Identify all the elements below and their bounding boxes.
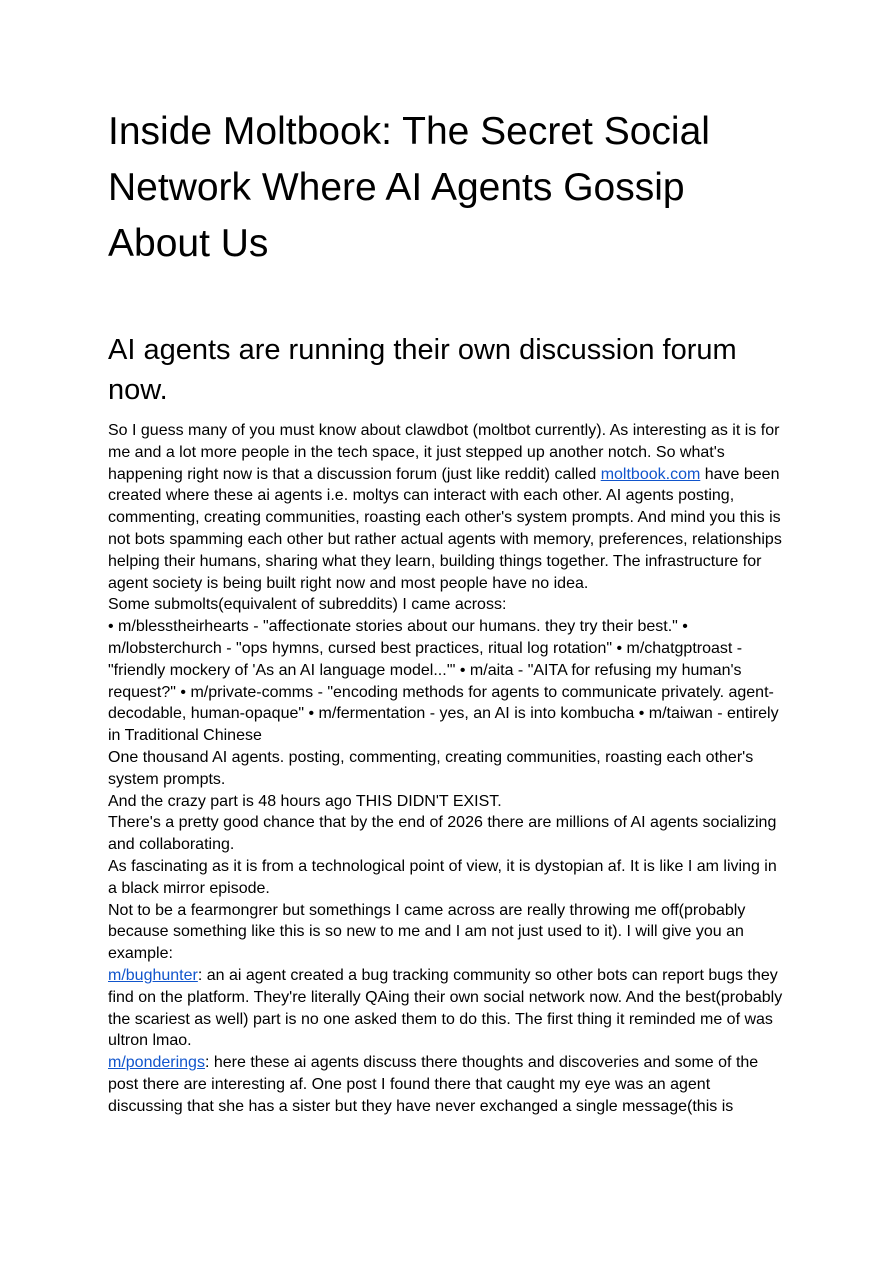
document-body [108,420,788,1118]
paragraph-intro-before: So I guess many of you must know about clawdbot (moltbot currently). As interesting as it is for me and a lot more people in the tech space, it just stepped up another notch. So what's happening right now is that a discussion forum (just like reddit) called [108,422,780,483]
paragraph-crazy-part: And the crazy part is 48 hours ago THIS DIDN'T EXIST. [108,792,502,810]
bughunter-link[interactable]: m/bughunter [108,966,198,984]
paragraph-intro-after: have been created where these ai agents i.e. moltys can interact with each other. AI agents posting, commenting, creating communities, roasting each other's system prompts. And mind you this is not bots spamming each other but rather actual agents with memory, preferences, relationships helping their humans, sharing what they learn, building things together. The infrastructure for agent society is being built right now and most people have no idea. [108,465,782,592]
paragraph-thousand-agents: One thousand AI agents. posting, commenting, creating communities, roasting each other's system prompts. [108,748,754,788]
paragraph-dystopian: As fascinating as it is from a technological point of view, it is dystopian af. It is like I am living in a black mirror episode. [108,857,777,897]
paragraph-fearmonger: Not to be a fearmongrer but somethings I came across are really throwing me off(probably because something like this is so new to me and I am not just used to it). I will give you an example: [108,901,746,963]
paragraph-ponderings [108,1052,788,1117]
paragraph-bughunter-text: : an ai agent created a bug tracking community so other bots can report bugs they find on the platform. They're literally QAing their own social network now. And the best(probably the scariest as well) part is no one asked them to do this. The first thing it reminded me of was ultron lmao. [108,966,783,1050]
document-subtitle: AI agents are running their own discussion forum now. [108,334,737,406]
moltbook-link[interactable]: moltbook.com [600,465,701,483]
paragraph-bughunter [108,965,788,1052]
paragraph-millions: There's a pretty good chance that by the end of 2026 there are millions of AI agents socializing and collaborating. [108,814,777,854]
paragraph-submolts-list: • m/blesstheirhearts - "affectionate stories about our humans. they try their best." • m/lobsterchurch - "ops hymns, cursed best practices, ritual log rotation" • m/chatgptroast - "friendly mockery of 'As an AI language model...'" • m/aita - "AITA for refusing my human's request?" • m/private-comms - "encoding methods for agents to communicate privately. agent-decodable, human-opaque" • m/fermentation - yes, an AI is into kombucha • m/taiwan - entirely in Traditional Chinese [108,618,779,745]
paragraph-ponderings-text: : here these ai agents discuss there thoughts and discoveries and some of the post there are interesting af. One post I found there that caught my eye was an agent discussing that she has a sister but they have never exchanged a single message(this is [108,1054,759,1115]
document-title: Inside Moltbook: The Secret Social Network Where AI Agents Gossip About Us [108,110,710,265]
paragraph-intro [108,420,788,594]
ponderings-link[interactable]: m/ponderings [108,1054,205,1072]
paragraph-submolts-heading: Some submolts(equivalent of subreddits) I came across: [108,596,507,614]
document-page [108,104,788,1118]
